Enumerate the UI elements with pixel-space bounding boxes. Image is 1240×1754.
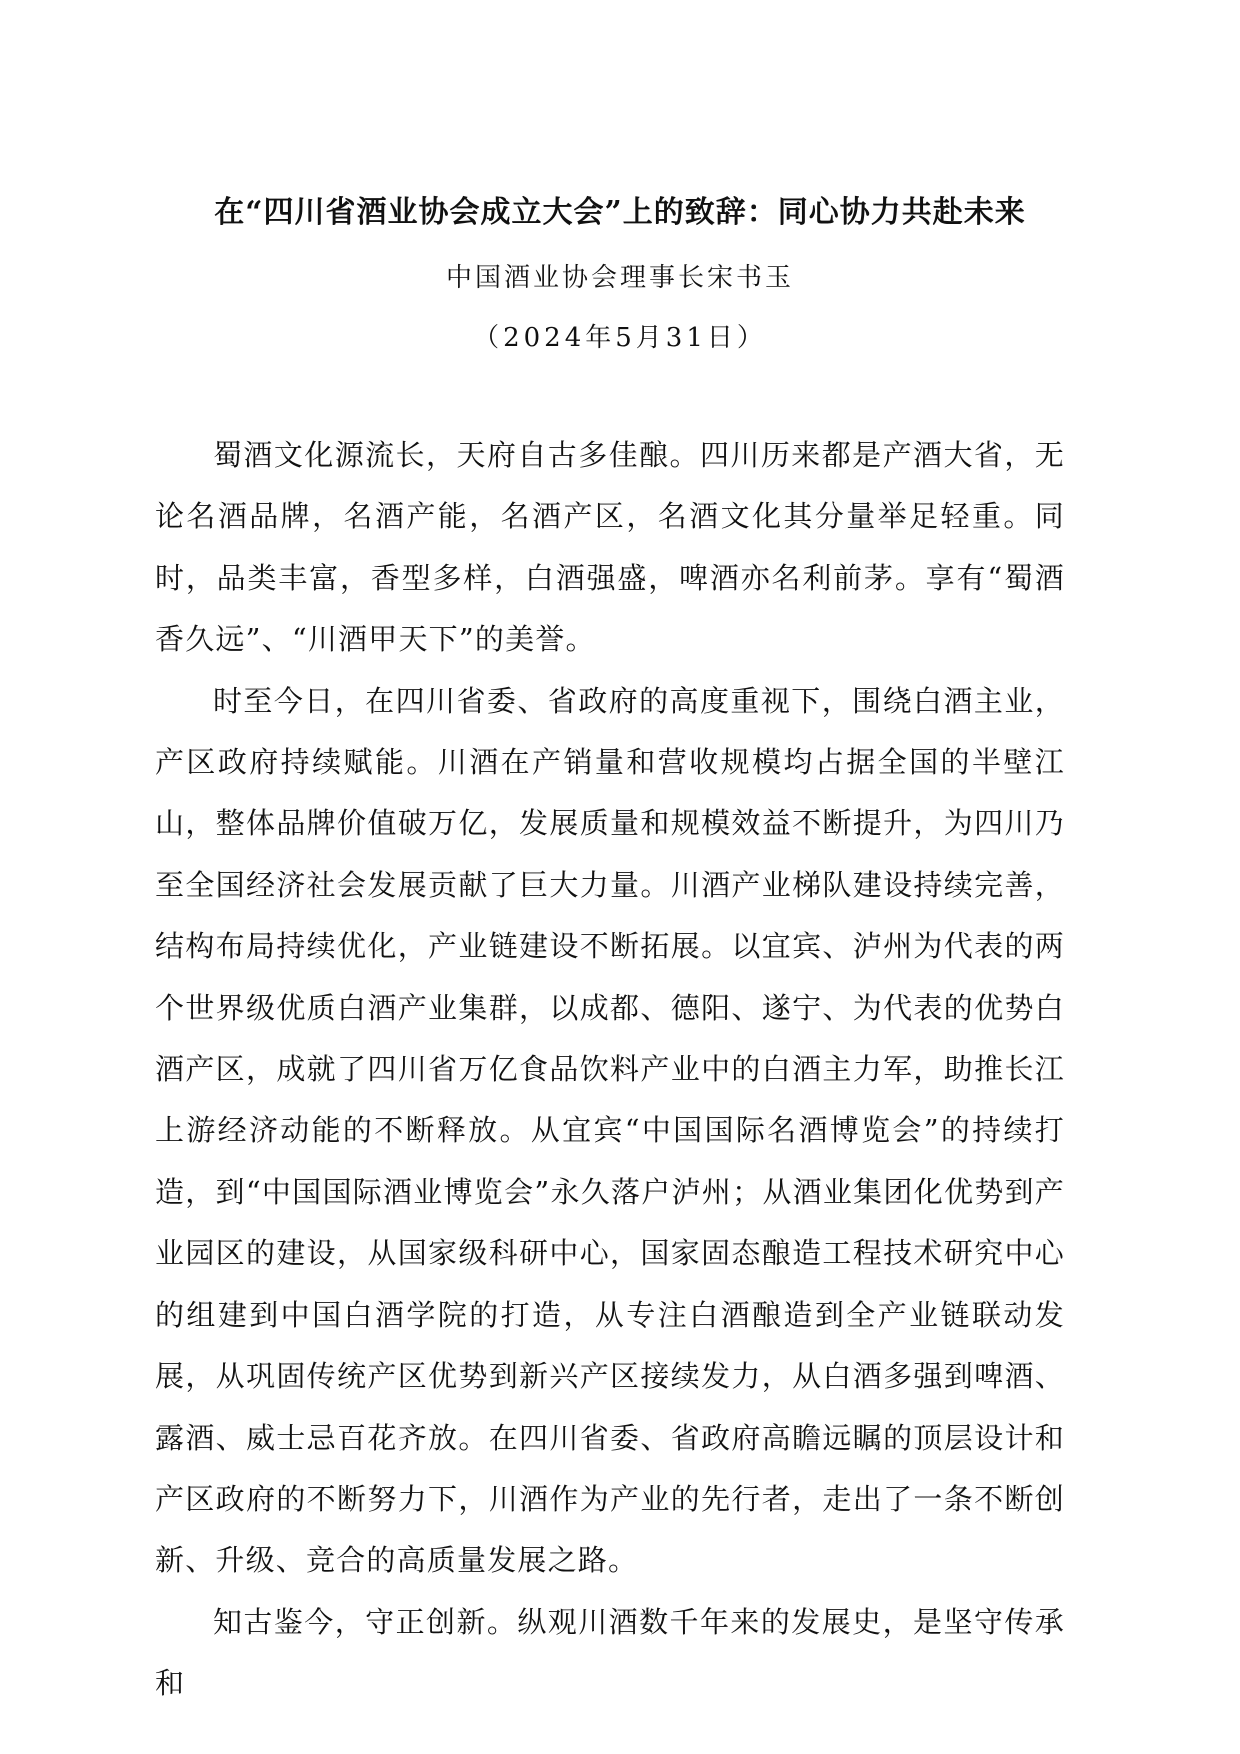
document-date: （2024年5月31日） xyxy=(473,323,767,353)
paragraph: 知古鉴今，守正创新。纵观川酒数千年来的发展史，是坚守传承和 xyxy=(155,1604,1065,1701)
document-body xyxy=(155,425,1065,1715)
document-title: 在“四川省酒业协会成立大会”上的致辞：同心协力共赴未来 xyxy=(214,195,1026,230)
paragraph: 蜀酒文化源流长，天府自古多佳酿。四川历来都是产酒大省，无论名酒品牌，名酒产能，名酒产区，名酒文化其分量举足轻重。同时，品类丰富，香型多样，白酒强盛，啤酒亦名利前茅。享有“蜀酒香久远”、“川酒甲天下”的美誉。 xyxy=(155,438,1065,657)
document-author: 中国酒业协会理事长宋书玉 xyxy=(445,263,794,293)
paragraph: 时至今日，在四川省委、省政府的高度重视下，围绕白酒主业，产区政府持续赋能。川酒在产销量和营收规模均占据全国的半壁江山，整体品牌价值破万亿，发展质量和规模效益不断提升，为四川乃至全国经济社会发展贡献了巨大力量。川酒产业梯队建设持续完善，结构布局持续优化，产业链建设不断拓展。以宜宾、泸州为代表的两个世界级优质白酒产业集群，以成都、德阳、遂宁、为代表的优势白酒产区，成就了四川省万亿食品饮料产业中的白酒主力军，助推长江上游经济动能的不断释放。从宜宾“中国国际名酒博览会”的持续打造，到“中国国际酒业博览会”永久落户泸州；从酒业集团化优势到产业园区的建设，从国家级科研中心，国家固态酿造工程技术研究中心的组建到中国白酒学院的打造，从专注白酒酿造到全产业链联动发展，从巩固传统产区优势到新兴产区接续发力，从白酒多强到啤酒、露酒、威士忌百花齐放。在四川省委、省政府高瞻远瞩的顶层设计和产区政府的不断努力下，川酒作为产业的先行者，走出了一条不断创新、升级、竞合的高质量发展之路。 xyxy=(155,683,1065,1578)
